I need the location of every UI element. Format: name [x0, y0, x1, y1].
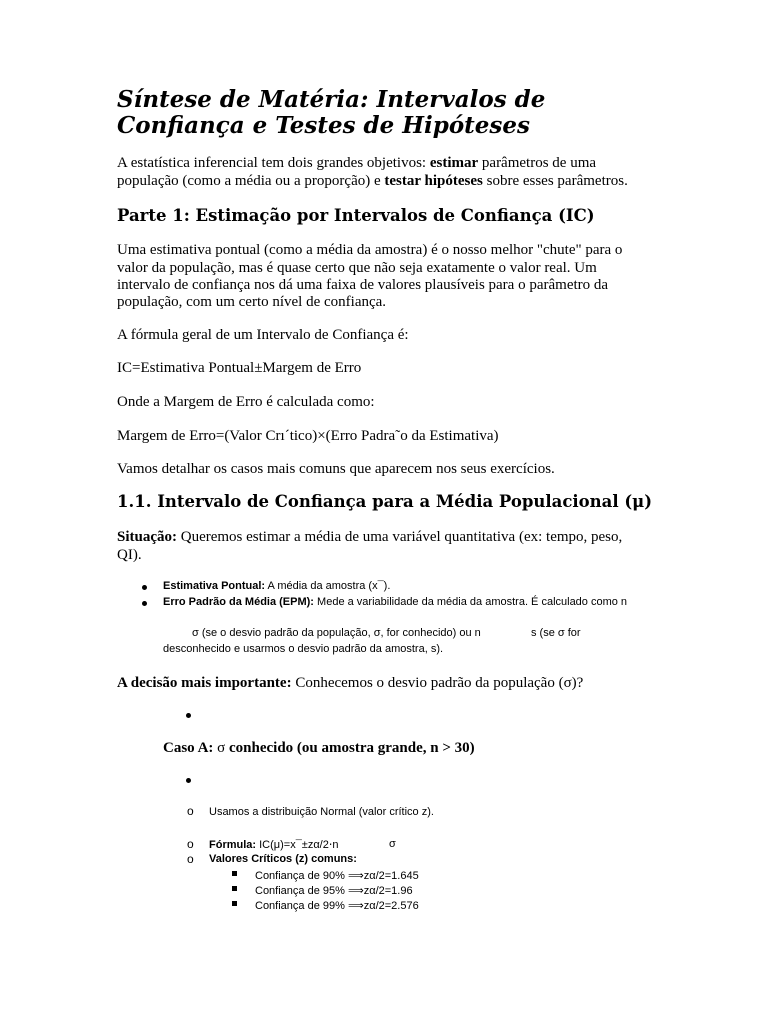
intro-text: sobre esses parâmetros. — [482, 173, 628, 189]
square-bullet — [232, 871, 237, 876]
intro-bold-testar: testar hipóteses — [384, 173, 483, 189]
decision-label: A decisão mais importante: — [117, 675, 292, 691]
bullet-estimativa-pontual — [163, 580, 390, 592]
situacao-line-1 — [117, 529, 622, 546]
epm-formula-sigma: σ (se o desvio padrão da população, σ, for conhecido) ou n — [192, 627, 481, 639]
critical-value-90: Confiança de 90% ⟹zα/2=1.645 — [255, 870, 419, 882]
bullet-dot — [142, 585, 147, 590]
critical-value-99: Confiança de 99% ⟹zα/2=2.576 — [255, 900, 419, 912]
sub-bullet-marker: o — [187, 804, 194, 818]
bullet-label: Erro Padrão da Média (EPM): — [163, 596, 314, 608]
intro-line-2 — [117, 173, 628, 190]
situacao-label: Situação: — [117, 529, 177, 545]
bullet-erro-padrao — [163, 596, 627, 608]
bullet-dot — [142, 601, 147, 606]
page-title-line-2: Confiança e Testes de Hipóteses — [117, 112, 530, 139]
page-title-line-1: Síntese de Matéria: Intervalos de — [117, 86, 546, 113]
intro-text: A estatística inferencial tem dois grandes objetivos: — [117, 155, 430, 171]
case-a-heading — [163, 740, 475, 757]
situacao-line-2: QI). — [117, 547, 142, 563]
intro-text: população (como a média ou a proporção) e — [117, 173, 385, 189]
formula-margin-of-error: Margem de Erro=(Valor Crı´tico)×(Erro Padra˜o da Estimativa) — [117, 428, 499, 444]
normal-distribution-note: Usamos a distribuição Normal (valor crítico z). — [209, 806, 434, 818]
part1-paragraph-line: valor da população, mas é quase certo que não seja exatamente o valor real. Um — [117, 260, 597, 276]
sub-bullet-marker: o — [187, 852, 194, 866]
bullet-dot — [186, 713, 191, 718]
epm-formula-s: s (se σ for — [531, 627, 581, 639]
intro-text: parâmetros de uma — [478, 155, 597, 171]
critical-value-95: Confiança de 95% ⟹zα/2=1.96 — [255, 885, 413, 897]
formula-sigma: σ — [389, 838, 396, 850]
part1-margin-intro: Onde a Margem de Erro é calculada como: — [117, 394, 375, 410]
part1-formula-intro: A fórmula geral de um Intervalo de Confiança é: — [117, 327, 409, 343]
bullet-text: A média da amostra (x¯). — [265, 580, 391, 592]
case-a-label: Caso A: — [163, 740, 214, 756]
formula-ic-general: IC=Estimativa Pontual±Margem de Erro — [117, 360, 362, 376]
square-bullet — [232, 886, 237, 891]
case-a-text: conhecido (ou amostra grande, n > 30) — [225, 740, 475, 756]
critical-values-label: Valores Críticos (z) comuns: — [209, 853, 357, 865]
bullet-text: Mede a variabilidade da média da amostra. É calculado como n — [313, 596, 628, 608]
part1-heading: Parte 1: Estimação por Intervalos de Confiança (IC) — [117, 206, 595, 225]
part1-paragraph-line: intervalo de confiança nos dá uma faixa de valores plausíveis para o parâmetro da — [117, 277, 609, 293]
part1-paragraph-line: população, com um certo nível de confiança. — [117, 294, 387, 310]
decision-line — [117, 675, 583, 692]
epm-formula-line-2: desconhecido e usarmos o desvio padrão da amostra, s). — [163, 643, 444, 655]
situacao-text: Queremos estimar a média de uma variável quantitativa (ex: tempo, peso, — [177, 529, 623, 545]
part1-paragraph-line: Uma estimativa pontual (como a média da amostra) é o nosso melhor "chute" para o — [117, 242, 623, 258]
bullet-dot — [186, 778, 191, 783]
square-bullet — [232, 901, 237, 906]
critical-values-heading — [209, 853, 357, 865]
case-a-sigma: σ — [213, 740, 226, 756]
intro-bold-estimar: estimar — [429, 155, 479, 171]
formula-ic-mu — [209, 838, 338, 851]
decision-text: Conhecemos o desvio padrão da população (σ)? — [291, 675, 584, 691]
formula-text: IC(μ)=x¯±zα/2⋅n — [256, 839, 339, 851]
part1-detail-intro: Vamos detalhar os casos mais comuns que aparecem nos seus exercícios. — [117, 461, 555, 477]
intro-line-1 — [117, 155, 596, 172]
section-1-1-heading: 1.1. Intervalo de Confiança para a Média Populacional (μ) — [117, 492, 653, 511]
formula-label: Fórmula: — [209, 839, 257, 851]
bullet-label: Estimativa Pontual: — [163, 580, 266, 592]
sub-bullet-marker: o — [187, 837, 194, 851]
